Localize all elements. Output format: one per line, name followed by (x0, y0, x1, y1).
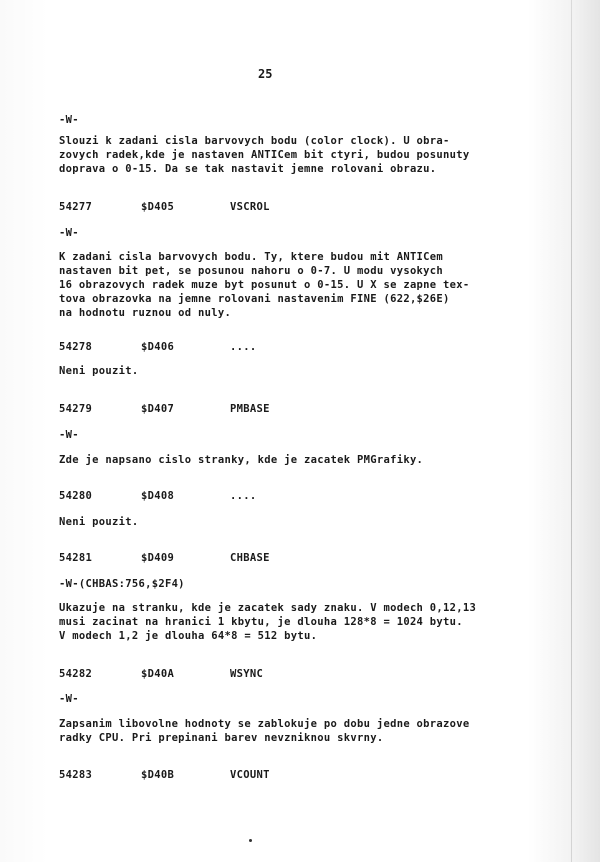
description-line: nastaven bit pet, se posunou nahoru o 0-7. U modu vysokych (59, 265, 444, 277)
description-line: Ukazuje na stranku, kde je zacatek sady znaku. V modech 0,12,13 (59, 602, 477, 614)
register-decimal: 54279 (59, 403, 93, 415)
write-marker: -W- (59, 114, 79, 126)
register-hex: $D408 (141, 490, 175, 502)
description-line: na hodnotu ruznou od nuly. (59, 307, 232, 319)
write-marker: -W- (59, 429, 79, 441)
register-hex: $D40B (141, 769, 175, 781)
register-decimal: 54280 (59, 490, 93, 502)
description-line: Zapsanim libovolne hodnoty se zablokuje po dobu jedne obrazove (59, 718, 470, 730)
description-line: V modech 1,2 je dlouha 64*8 = 512 bytu. (59, 630, 318, 642)
description-line: Slouzi k zadani cisla barvovych bodu (color clock). U obra- (59, 135, 450, 147)
description-line: tova obrazovka na jemne rolovani nastavenim FINE (622,$26E) (59, 293, 450, 305)
register-decimal: 54277 (59, 201, 93, 213)
register-hex: $D405 (141, 201, 175, 213)
description-line: Zde je napsano cislo stranky, kde je zacatek PMGrafiky. (59, 454, 424, 466)
page-edge-shadow (571, 0, 572, 862)
register-name: WSYNC (230, 668, 264, 680)
write-marker: -W- (59, 693, 79, 705)
register-decimal: 54281 (59, 552, 93, 564)
register-name: VCOUNT (230, 769, 270, 781)
write-marker-shadow: -W-(CHBAS:756,$2F4) (59, 578, 185, 590)
write-marker: -W- (59, 227, 79, 239)
register-hex: $D409 (141, 552, 175, 564)
scan-speck (249, 839, 252, 842)
register-name: CHBASE (230, 552, 270, 564)
register-name: VSCROL (230, 201, 270, 213)
description-line: musi zacinat na hranici 1 kbytu, je dlouha 128*8 = 1024 bytu. (59, 616, 463, 628)
register-decimal: 54282 (59, 668, 93, 680)
description-line: Neni pouzit. (59, 365, 139, 377)
register-hex: $D407 (141, 403, 175, 415)
description-line: doprava o 0-15. Da se tak nastavit jemne rolovani obrazu. (59, 163, 437, 175)
register-name: PMBASE (230, 403, 270, 415)
register-decimal: 54278 (59, 341, 93, 353)
description-line: radky CPU. Pri prepinani barev nevzniknou skvrny. (59, 732, 384, 744)
description-line: K zadani cisla barvovych bodu. Ty, ktere budou mit ANTICem (59, 251, 444, 263)
description-line: zovych radek,kde je nastaven ANTICem bit ctyri, budou posunuty (59, 149, 470, 161)
register-name: .... (230, 341, 257, 353)
register-decimal: 54283 (59, 769, 93, 781)
register-name: .... (230, 490, 257, 502)
register-hex: $D40A (141, 668, 175, 680)
page-number: 25 (258, 67, 273, 81)
register-hex: $D406 (141, 341, 175, 353)
description-line: 16 obrazovych radek muze byt posunut o 0-15. U X se zapne tex- (59, 279, 470, 291)
description-line: Neni pouzit. (59, 516, 139, 528)
